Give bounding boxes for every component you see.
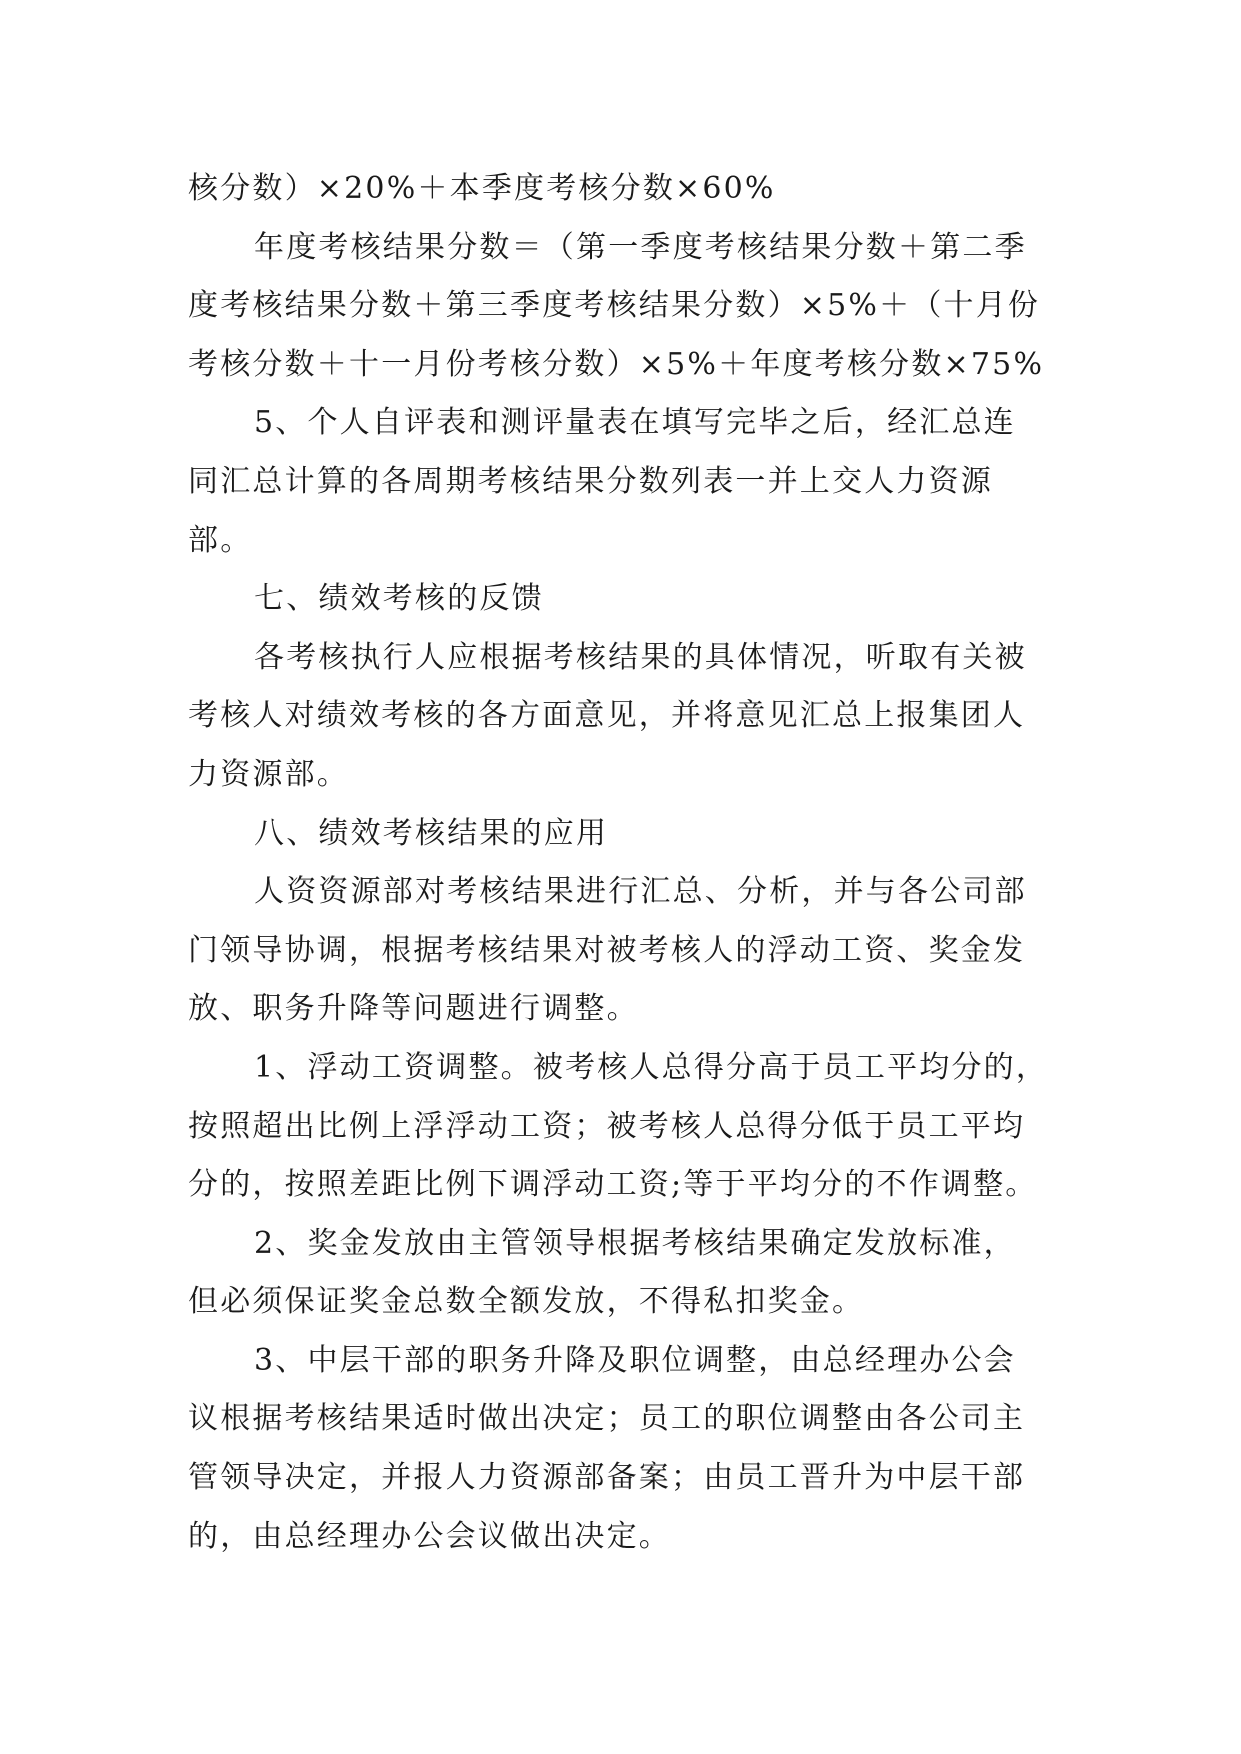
text-line: 管领导决定，并报人力资源部备案；由员工晋升为中层干部 <box>188 1460 1026 1496</box>
text-line: 部。 <box>188 522 253 558</box>
text-line: 3、中层干部的职务升降及职位调整，由总经理办公会 <box>254 1342 1016 1378</box>
text-line: 的，由总经理办公会议做出决定。 <box>188 1518 671 1554</box>
text-line: 人资资源部对考核结果进行汇总、分析，并与各公司部 <box>254 874 1027 910</box>
text-line: 度考核结果分数＋第三季度考核结果分数）×5%＋（十月份 <box>188 288 1041 324</box>
text-line: 但必须保证奖金总数全额发放，不得私扣奖金。 <box>188 1284 865 1320</box>
section-heading: 七、绩效考核的反馈 <box>254 581 544 617</box>
text-line: 议根据考核结果适时做出决定；员工的职位调整由各公司主 <box>188 1401 1026 1437</box>
document-body <box>188 160 1068 1566</box>
text-line: 按照超出比例上浮浮动工资；被考核人总得分低于员工平均 <box>188 1108 1026 1144</box>
text-line: 考核分数＋十一月份考核分数）×5%＋年度考核分数×75% <box>188 346 1045 382</box>
text-line: 力资源部。 <box>188 756 349 792</box>
text-line: 年度考核结果分数＝（第一季度考核结果分数＋第二季 <box>254 229 1027 265</box>
text-line: 5、个人自评表和测评量表在填写完毕之后，经汇总连 <box>254 405 1016 441</box>
text-line: 分的，按照差距比例下调浮动工资;等于平均分的不作调整。 <box>188 1167 1038 1203</box>
text-line: 核分数）×20%＋本季度考核分数×60% <box>188 171 776 206</box>
text-line: 考核人对绩效考核的各方面意见，并将意见汇总上报集团人 <box>188 698 1026 734</box>
text-line: 2、奖金发放由主管领导根据考核结果确定发放标准， <box>254 1225 1016 1261</box>
text-line: 各考核执行人应根据考核结果的具体情况，听取有关被 <box>254 639 1027 675</box>
text-line: 同汇总计算的各周期考核结果分数列表一并上交人力资源 <box>188 463 993 499</box>
section-heading: 八、绩效考核结果的应用 <box>254 815 609 851</box>
text-line: 放、职务升降等问题进行调整。 <box>188 991 639 1027</box>
text-line: 1、浮动工资调整。被考核人总得分高于员工平均分的， <box>254 1049 1049 1085</box>
text-line: 门领导协调，根据考核结果对被考核人的浮动工资、奖金发 <box>188 932 1026 968</box>
